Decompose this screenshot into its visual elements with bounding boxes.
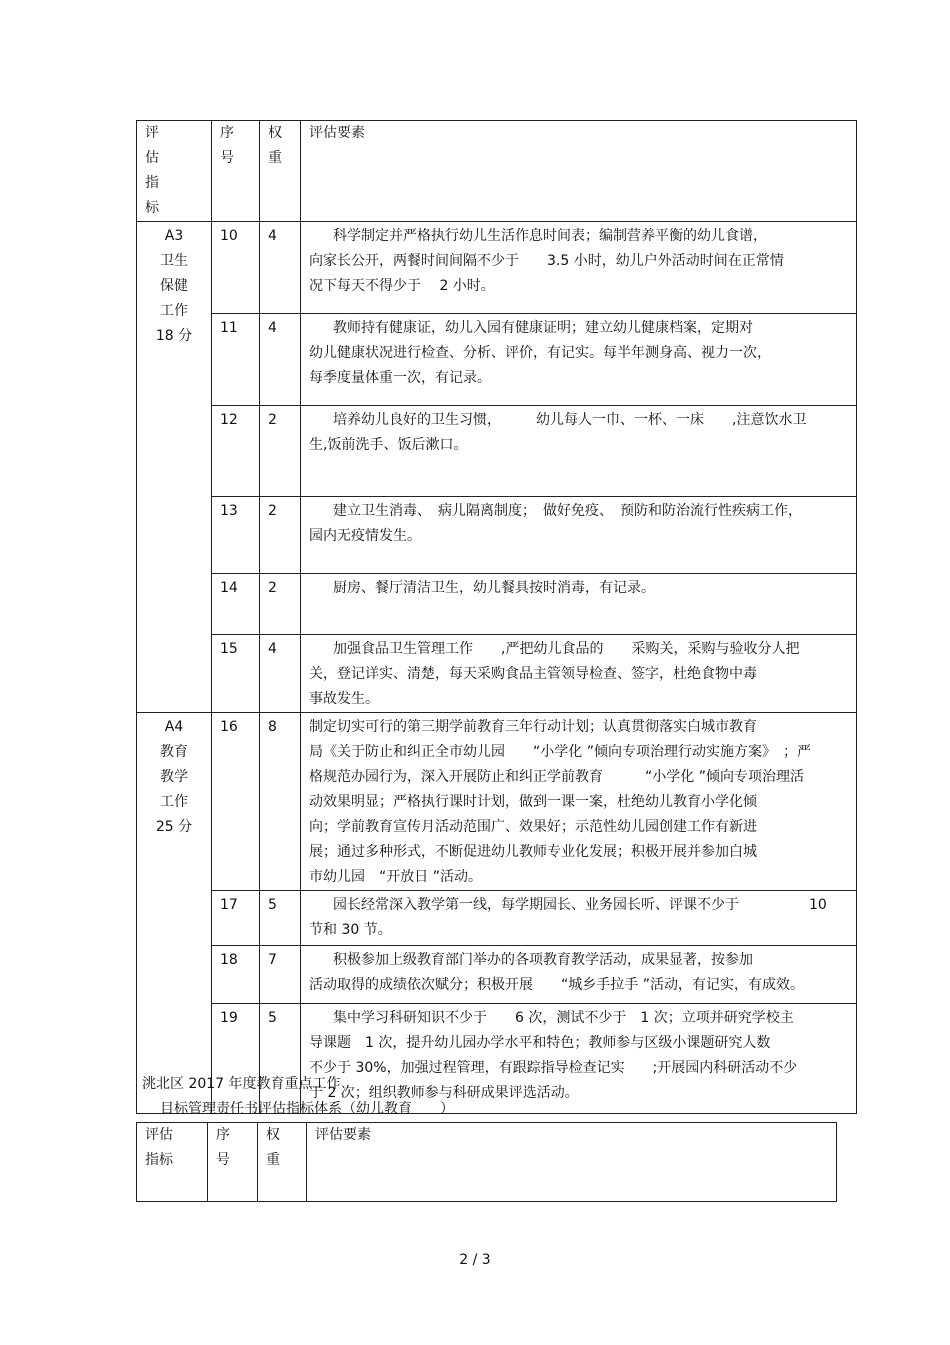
header-seq-line: 序 [220, 125, 234, 141]
seq-number: 13 [212, 497, 260, 574]
elements-text-line: 培养幼儿良好的卫生习惯， 幼儿每人一巾、一杯、一床 ,注意饮水卫 [333, 412, 807, 428]
table-row [137, 222, 857, 314]
table-row [137, 406, 857, 497]
elements-text-line: 每季度量体重一次，有记录。 [309, 370, 491, 386]
indicator-name-line: 工作 [160, 794, 188, 810]
elements-text-line: 向家长公开，两餐时间间隔不少于 3.5 小时，幼儿户外活动时间在正常情 [309, 253, 784, 269]
header-indicator-line: 指 标 [145, 175, 173, 216]
header-weight-line: 重 [268, 150, 282, 166]
weight-value: 2 [260, 497, 301, 574]
elements-text [301, 574, 857, 635]
indicator-cell [137, 222, 212, 713]
table-row [137, 946, 857, 1004]
indicator-name-line: 卫生 [160, 253, 188, 269]
indicator-name-line: 保健 [160, 278, 188, 294]
weight-value: 7 [260, 946, 301, 1004]
elements-text-line: 导课题 1 次，提升幼儿园办学水平和特色；教师参与区级小课题研究人数 [309, 1035, 771, 1051]
evaluation-table [136, 120, 857, 1114]
table-row [137, 713, 857, 891]
elements-text-line: 不少于 30%，加强过程管理，有跟踪指导检查记实 ;开展园内科研活动不少 [309, 1060, 798, 1076]
header-seq [208, 1123, 258, 1202]
elements-text [301, 222, 857, 314]
table-row [137, 635, 857, 713]
header-seq [212, 121, 260, 222]
elements-text-line: 向；学前教育宣传月活动范围广、效果好；示范性幼儿园创建工作有新进 [309, 819, 757, 835]
elements-text-line: 园内无疫情发生。 [309, 528, 421, 544]
elements-text [301, 635, 857, 713]
header-indicator-line: 评 估 [145, 125, 173, 166]
seq-number: 15 [212, 635, 260, 713]
elements-text-line: 教师持有健康证，幼儿入园有健康证明；建立幼儿健康档案，定期对 [333, 320, 753, 336]
seq-number: 17 [212, 891, 260, 946]
elements-text-line: 生,饭前洗手、饭后漱口。 [309, 437, 468, 453]
indicator-name-line: 18 分 [155, 328, 193, 344]
table-row [137, 497, 857, 574]
indicator-name-line: 工作 [160, 303, 188, 319]
weight-value: 8 [260, 713, 301, 891]
indicator-code: A4 [164, 719, 184, 735]
header-seq-line: 号 [220, 150, 234, 166]
indicator-name-line: 教育 [160, 744, 188, 760]
header-seq-line: 号 [216, 1152, 230, 1168]
header-indicator-line: 指标 [145, 1152, 173, 1168]
table-header-row [137, 121, 857, 222]
header-elements: 评估要素 [307, 1123, 837, 1202]
elements-text-line: 节和 30 节。 [309, 922, 392, 938]
header-weight [258, 1123, 307, 1202]
elements-text-line: 况下每天不得少于 2 小时。 [309, 278, 495, 294]
header-seq-line: 序 [216, 1127, 230, 1143]
elements-text-line: 集中学习科研知识不少于 6 次，测试不少于 1 次；立项并研究学校主 [333, 1010, 794, 1026]
weight-value: 4 [260, 222, 301, 314]
elements-text-line: 于 2 次；组织教师参与科研成果评选活动。 [309, 1085, 579, 1101]
elements-text [301, 1004, 857, 1114]
seq-number: 12 [212, 406, 260, 497]
header-weight [260, 121, 301, 222]
elements-text-line: 加强食品卫生管理工作 ,严把幼儿食品的 采购关，采购与验收分人把 [333, 641, 800, 657]
weight-value: 2 [260, 406, 301, 497]
caption-line-1: 洮北区 2017 年度教育重点工作 [142, 1076, 341, 1092]
weight-value: 4 [260, 314, 301, 406]
evaluation-table-continued [136, 1122, 837, 1202]
elements-text-line: 市幼儿园 “开放日 ”活动。 [309, 869, 482, 885]
header-elements: 评估要素 [301, 121, 857, 222]
elements-text-line: 科学制定并严格执行幼儿生活作息时间表；编制营养平衡的幼儿食谱， [333, 228, 767, 244]
seq-number: 16 [212, 713, 260, 891]
elements-text-line: 关，登记详实、清楚，每天采购食品主管领导检查、签字，杜绝食物中毒 [309, 666, 757, 682]
seq-number: 14 [212, 574, 260, 635]
elements-text [301, 891, 857, 946]
elements-text-line: 展；通过多种形式，不断促进幼儿教师专业化发展；积极开展并参加白城 [309, 844, 757, 860]
seq-number: 11 [212, 314, 260, 406]
elements-text-line: 事故发生。 [309, 691, 379, 707]
elements-text-line: 厨房、餐厅清洁卫生，幼儿餐具按时消毒，有记录。 [333, 580, 655, 596]
header-indicator-line: 评估 [145, 1127, 173, 1143]
table-header-row [137, 1123, 837, 1202]
elements-text-line: 制定切实可行的第三期学前教育三年行动计划；认真贯彻落实白城市教育 [309, 719, 757, 735]
elements-text-line: 局《关于防止和纠正全市幼儿园 “小学化 ”倾向专项治理行动实施方案》 ；严 [309, 744, 811, 760]
table-row [137, 314, 857, 406]
elements-text-line: 幼儿健康状况进行检查、分析、评价，有记实。每半年测身高、视力一次， [309, 345, 771, 361]
seq-number: 10 [212, 222, 260, 314]
header-indicator [137, 1123, 208, 1202]
elements-text-line: 积极参加上级教育部门举办的各项教育教学活动，成果显著，按参加 [333, 952, 753, 968]
elements-text-line: 动效果明显；严格执行课时计划，做到一课一案，杜绝幼儿教育小学化倾 [309, 794, 757, 810]
header-indicator [137, 121, 212, 222]
elements-text-line: 格规范办园行为，深入开展防止和纠正学前教育 “小学化 ”倾向专项治理活 [309, 769, 804, 785]
header-weight-line: 权 [266, 1127, 280, 1143]
weight-value: 4 [260, 635, 301, 713]
page-number: 2 / 3 [459, 1252, 491, 1268]
seq-number: 19 [212, 1004, 260, 1114]
header-weight-line: 权 [268, 125, 282, 141]
indicator-cell [137, 713, 212, 1114]
table-row [137, 574, 857, 635]
elements-text [301, 314, 857, 406]
caption-line-2: 目标管理责任书评估指标体系（幼儿教育 ） [160, 1101, 454, 1117]
elements-text [301, 497, 857, 574]
header-weight-line: 重 [266, 1152, 280, 1168]
elements-text-line: 园长经常深入教学第一线，每学期园长、业务园长听、评课不少于 10 [333, 897, 827, 913]
indicator-code: A3 [164, 228, 184, 244]
table-row [137, 891, 857, 946]
table-row [137, 1004, 857, 1114]
elements-text [301, 946, 857, 1004]
indicator-name-line: 教学 [160, 769, 188, 785]
elements-text-line: 建立卫生消毒、 病儿隔离制度； 做好免疫、 预防和防治流行性疾病工作， [333, 503, 802, 519]
indicator-name-line: 25 分 [155, 819, 193, 835]
seq-number: 18 [212, 946, 260, 1004]
elements-text-line: 活动取得的成绩依次赋分；积极开展 “城乡手拉手 ”活动，有记实，有成效。 [309, 977, 804, 993]
weight-value: 5 [260, 1004, 301, 1114]
weight-value: 5 [260, 891, 301, 946]
weight-value: 2 [260, 574, 301, 635]
elements-text [301, 713, 857, 891]
elements-text [301, 406, 857, 497]
